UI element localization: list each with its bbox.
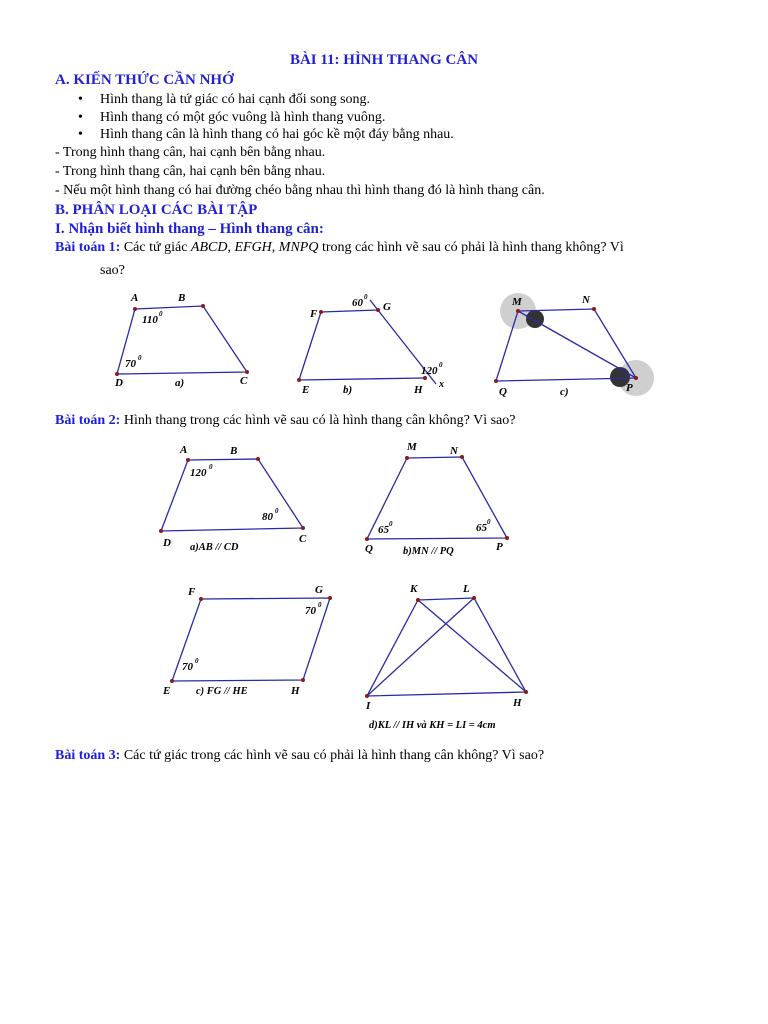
figure-caption: c) bbox=[560, 386, 569, 398]
figure-2d bbox=[367, 598, 526, 696]
point-label-M: M bbox=[512, 296, 522, 308]
point-label-B: B bbox=[178, 292, 186, 304]
angle-label: 70 bbox=[305, 605, 316, 617]
figure-caption: c) FG // HE bbox=[196, 686, 248, 697]
point-label-A: A bbox=[131, 292, 139, 304]
bullet-item: • Hình thang có một góc vuông là hình thang vuông. bbox=[78, 110, 386, 125]
problem2-statement: Bài toán 2: Hình thang trong các hình vẽ sau có là hình thang cân không? Vì sao? bbox=[55, 413, 516, 428]
figure-caption: a)AB // CD bbox=[190, 542, 239, 553]
point-label-G: G bbox=[383, 301, 391, 313]
figure-2a bbox=[161, 459, 303, 531]
point-label-K: K bbox=[410, 583, 418, 595]
ray-label-x: x bbox=[439, 379, 444, 390]
bullet-item: • Hình thang là tứ giác có hai cạnh đối song song. bbox=[78, 92, 371, 107]
degree-mark: 0 bbox=[318, 601, 322, 609]
point-label-Q: Q bbox=[365, 543, 373, 555]
point-label-M: M bbox=[407, 441, 417, 453]
point-label-N: N bbox=[450, 445, 458, 457]
problem1-statement: Bài toán 1: Các tứ giác ABCD, EFGH, MNPQ trong các hình vẽ sau có phải là hình thang không? Vì bbox=[55, 240, 624, 255]
figure-caption: b) bbox=[343, 384, 353, 396]
point-label-L: L bbox=[463, 583, 470, 595]
point-label-H: H bbox=[291, 685, 300, 697]
point-label-I: I bbox=[366, 700, 371, 712]
point-label-F: F bbox=[310, 308, 318, 320]
section-a-heading: A. KIẾN THỨC CẦN NHỚ bbox=[55, 72, 234, 88]
problem3-statement: Bài toán 3: Các tứ giác trong các hình vẽ sau có phải là hình thang cân không? Vì sao? bbox=[55, 748, 545, 763]
problem1-statement-cont: sao? bbox=[100, 263, 125, 278]
degree-mark: 0 bbox=[138, 354, 142, 362]
angle-label: 70 bbox=[182, 661, 193, 673]
degree-mark: 0 bbox=[275, 507, 279, 515]
point-label-F: F bbox=[188, 586, 196, 598]
degree-mark: 0 bbox=[159, 310, 163, 318]
point-label-C: C bbox=[299, 533, 307, 545]
note-line: - Trong hình thang cân, hai cạnh bên bằng nhau. bbox=[55, 145, 326, 160]
angle-label: 110 bbox=[142, 314, 158, 326]
point-label-E: E bbox=[302, 384, 310, 396]
degree-mark: 0 bbox=[389, 520, 393, 528]
note-line: - Nếu một hình thang có hai đường chéo bằng nhau thì hình thang đó là hình thang cân. bbox=[55, 183, 545, 198]
point-label-H: H bbox=[414, 384, 423, 396]
degree-mark: 0 bbox=[487, 518, 491, 526]
point-label-N: N bbox=[582, 294, 590, 306]
angle-label: 60 bbox=[352, 297, 363, 309]
point-label-G: G bbox=[315, 584, 323, 596]
figure-caption: a) bbox=[175, 377, 185, 389]
section-b-heading: B. PHÂN LOẠI CÁC BÀI TẬP bbox=[55, 202, 258, 218]
note-line: - Trong hình thang cân, hai cạnh bên bằng nhau. bbox=[55, 164, 326, 179]
degree-mark: 0 bbox=[195, 657, 199, 665]
point-label-P: P bbox=[496, 541, 503, 553]
point-label-D: D bbox=[115, 377, 123, 389]
angle-label: 120 bbox=[190, 467, 207, 479]
point-label-B: B bbox=[230, 445, 238, 457]
point-label-E: E bbox=[163, 685, 171, 697]
point-label-C: C bbox=[240, 375, 248, 387]
point-label-Q: Q bbox=[499, 386, 507, 398]
angle-label: 65 bbox=[476, 522, 487, 534]
point-label-A: A bbox=[180, 444, 188, 456]
point-label-P: P bbox=[626, 382, 633, 394]
page-title: BÀI 11: HÌNH THANG CÂN bbox=[289, 52, 479, 68]
angle-label: 80 bbox=[262, 511, 273, 523]
degree-mark: 0 bbox=[209, 463, 213, 471]
angle-label: 120 bbox=[421, 365, 438, 377]
angle-label: 70 bbox=[125, 358, 136, 370]
bullet-item: • Hình thang cân là hình thang có hai góc kề một đáy bằng nhau. bbox=[78, 127, 454, 142]
figure-caption: b)MN // PQ bbox=[403, 546, 454, 557]
degree-mark: 0 bbox=[439, 361, 443, 369]
point-label-D: D bbox=[163, 537, 171, 549]
figure-caption: d)KL // IH và KH = LI = 4cm bbox=[369, 720, 496, 731]
degree-mark: 0 bbox=[364, 293, 368, 301]
angle-label: 65 bbox=[378, 524, 389, 536]
section-b-subheading: I. Nhận biết hình thang – Hình thang cân: bbox=[55, 221, 324, 237]
point-label-H: H bbox=[513, 697, 522, 709]
